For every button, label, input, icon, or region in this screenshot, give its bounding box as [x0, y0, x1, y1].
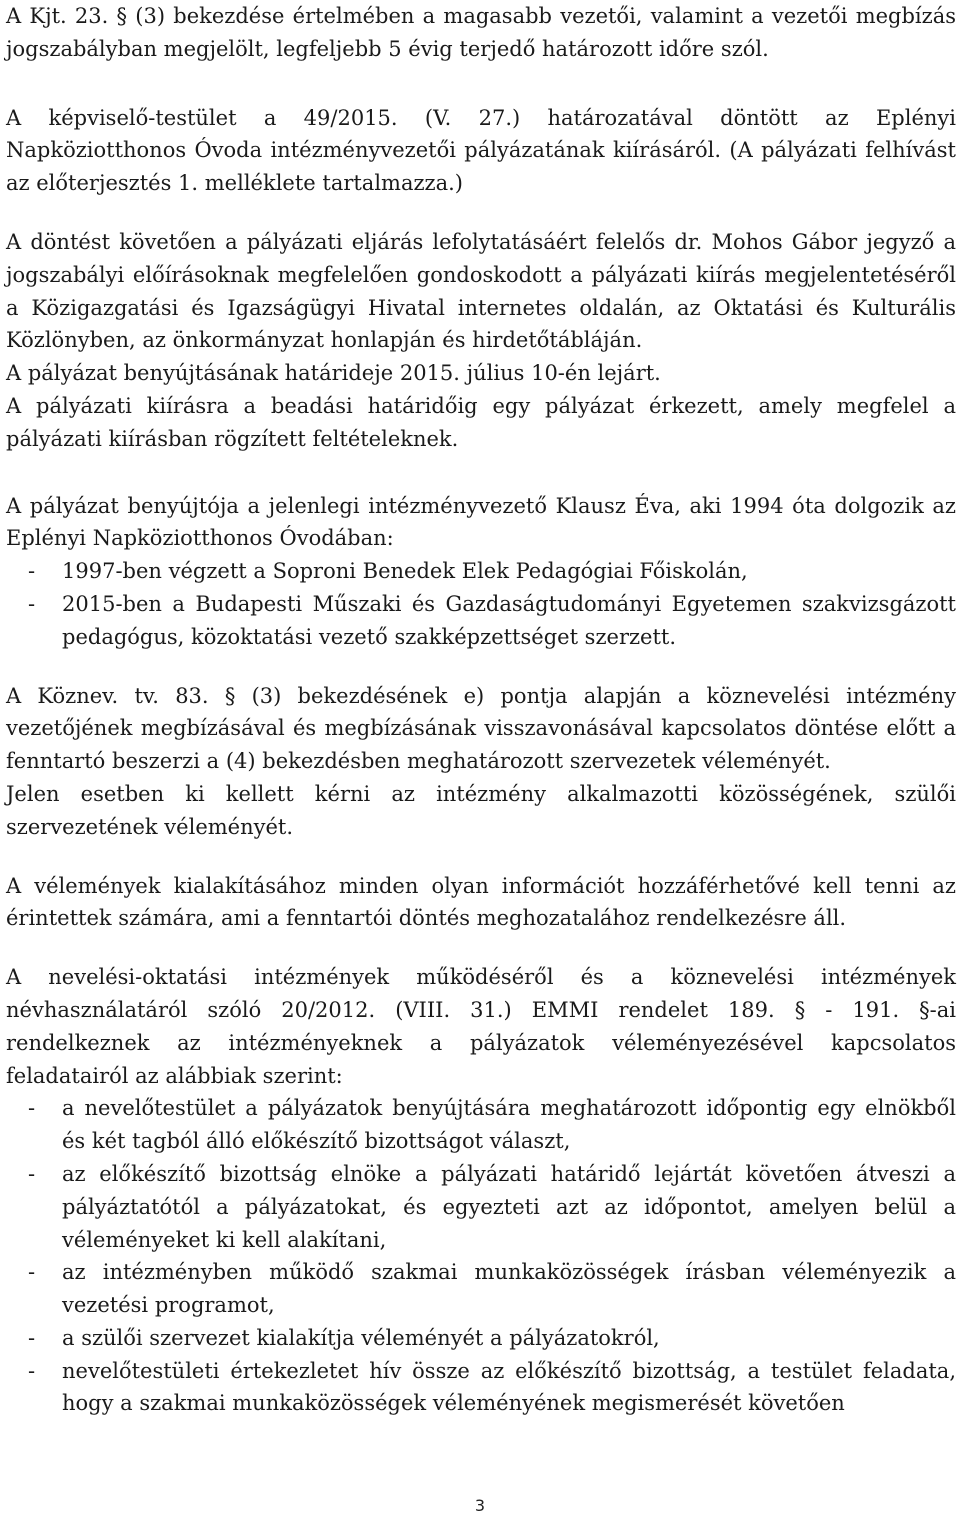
list-item: - az előkészítő bizottság elnöke a pályázati határidő lejártát követően átveszi a pályáztatótól a pályázatokat, és egyezteti azt az időpontot, amelyen belül a véleményeket ki kell alakítani, [6, 1158, 956, 1256]
list-item: - 2015-ben a Budapesti Műszaki és Gazdaságtudományi Egyetemen szakvizsgázott pedagógus, közoktatási vezető szakképzettséget szerzett. [6, 588, 956, 654]
list-dash: - [28, 1325, 36, 1350]
list-item: - a nevelőtestület a pályázatok benyújtására meghatározott időpontig egy elnökből és két tagból álló előkészítő bizottságot választ, [6, 1092, 956, 1158]
list-item: - a szülői szervezet kialakítja véleményét a pályázatokról, [6, 1322, 956, 1355]
paragraph-kjt: A Kjt. 23. § (3) bekezdése értelmében a magasabb vezetői, valamint a vezetői megbízás jogszabályban megjelölt, legfeljebb 5 évig terjedő határozott időre szól. [6, 4, 956, 61]
list-item: - 1997-ben végzett a Soproni Benedek Elek Pedagógiai Főiskolán, [6, 555, 956, 588]
page-number: 3 [474, 1496, 486, 1515]
paragraph-opinions-required: Jelen esetben ki kellett kérni az intézmény alkalmazotti közösségének, szülői szervezetének véleményét. [6, 781, 956, 839]
list-dash: - [28, 591, 36, 616]
list-dash: - [28, 559, 36, 584]
list-dash: - [28, 1260, 36, 1285]
applicant-qualifications-list [6, 555, 956, 653]
list-dash: - [28, 1096, 36, 1121]
paragraph-procedure: A döntést követően a pályázati eljárás lefolytatásáért felelős dr. Mohos Gábor jegyző a jogszabályi előírásoknak megfelelően gondoskodott a pályázati kiírás megjelentetéséről a Közigazgatási és Igazságügyi Hivatal internetes oldalán, az Oktatási és Kulturális Közlönyben, az önkormányzat honlapján és hirdetőtábláján. [6, 229, 956, 353]
paragraph-emmi-decree: A nevelési-oktatási intézmények működéséről és a köznevelési intézmények névhasználatáról szóló 20/2012. (VIII. 31.) EMMI rendelet 189. § - 191. §-ai rendelkeznek az intézményeknek a pályázatok véleményezésével kapcsolatos feladatairól az alábbiak szerint: [6, 965, 956, 1088]
list-dash: - [28, 1358, 36, 1383]
list-item: - az intézményben működő szakmai munkaközösségek írásban véleményezik a vezetési programot, [6, 1256, 956, 1322]
paragraph-koznev: A Köznev. tv. 83. § (3) bekezdésének e) pontja alapján a köznevelési intézmény vezetőjének megbízásával és megbízásának visszavonásával kapcsolatos döntése előtt a fenntartó beszerzi a (4) bekezdésben meghatározott szervezetek véleményét. [6, 683, 956, 774]
procedure-steps-list [6, 1092, 956, 1420]
paragraph-resolution: A képviselő-testület a 49/2015. (V. 27.) határozatával döntött az Eplényi Napköziotthonos Óvoda intézményvezetői pályázatának kiírásáról. (A pályázati felhívást az előterjesztés 1. melléklete tartalmazza.) [6, 105, 956, 196]
paragraph-applications: A pályázati kiírásra a beadási határidőig egy pályázat érkezett, amely megfelel a pályázati kiírásban rögzített feltételeknek. [6, 393, 956, 451]
list-dash: - [28, 1161, 36, 1186]
paragraph-information: A vélemények kialakításához minden olyan információt hozzáférhetővé kell tenni az érintettek számára, ami a fenntartói döntés meghozatalához rendelkezésre áll. [6, 873, 956, 931]
paragraph-deadline: A pályázat benyújtásának határideje 2015. július 10-én lejárt. [6, 361, 661, 386]
paragraph-applicant: A pályázat benyújtója a jelenlegi intézményvezető Klausz Éva, aki 1994 óta dolgozik az Eplényi Napköziotthonos Óvodában: [6, 493, 956, 551]
list-item: - nevelőtestületi értekezletet hív össze az előkészítő bizottság, a testület feladata, hogy a szakmai munkaközösségek véleményének megismerését követően [6, 1355, 956, 1421]
